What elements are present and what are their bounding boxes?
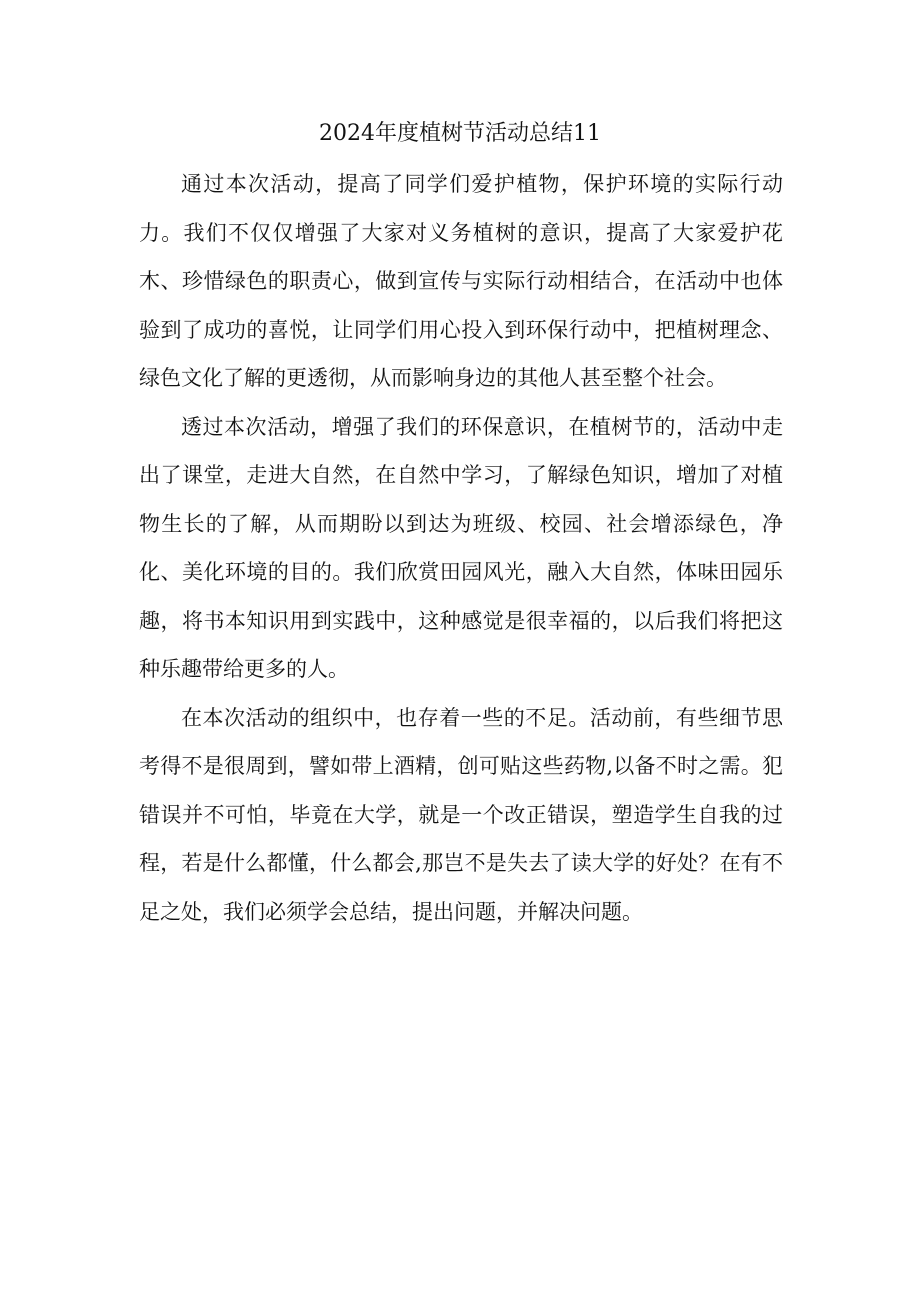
paragraph-3: 在本次活动的组织中，也存着一些的不足。活动前，有些细节思考得不是很周到，譬如带上酒精，创可贴这些药物,以备不时之需。犯错误并不可怕，毕竟在大学，就是一个改正错误，塑造学生自我的过程，若是什么都懂，什么都会,那岂不是失去了读大学的好处？在有不足之处，我们必须学会总结，提出问题，并解决问题。 bbox=[139, 705, 783, 924]
document-body bbox=[139, 160, 783, 936]
paragraph-2: 透过本次活动，增强了我们的环保意识，在植树节的，活动中走出了课堂，走进大自然，在自然中学习，了解绿色知识，增加了对植物生长的了解，从而期盼以到达为班级、校园、社会增添绿色，净化、美化环境的目的。我们欣赏田园风光，融入大自然，体味田园乐趣，将书本知识用到实践中，这种感觉是很幸福的，以后我们将把这种乐趣带给更多的人。 bbox=[139, 414, 783, 681]
document-title: 2024年度植树节活动总结11 bbox=[319, 121, 601, 146]
paragraph-1: 通过本次活动，提高了同学们爱护植物，保护环境的实际行动力。我们不仅仅增强了大家对义务植树的意识，提高了大家爱护花木、珍惜绿色的职责心，做到宣传与实际行动相结合，在活动中也体验到了成功的喜悦，让同学们用心投入到环保行动中，把植树理念、绿色文化了解的更透彻，从而影响身边的其他人甚至整个社会。 bbox=[139, 172, 783, 390]
